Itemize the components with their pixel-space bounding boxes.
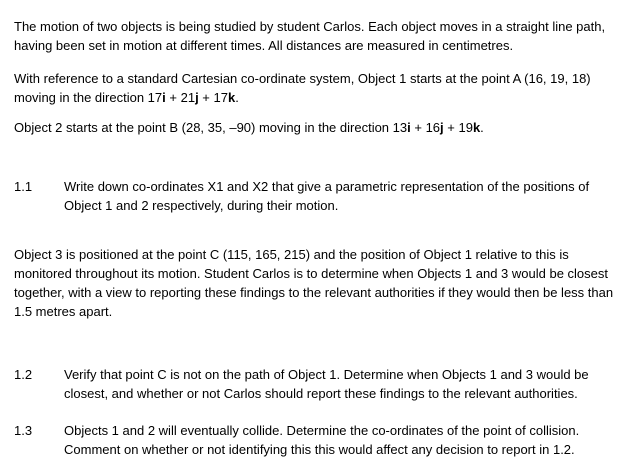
intro-paragraph-2 (14, 69, 622, 107)
intro-paragraph-1: The motion of two objects is being studied by student Carlos. Each object moves in a straight line path, having been set in motion at different times. All distances are measured in centimetres. (14, 19, 606, 53)
p3-unit-k: k (472, 120, 481, 135)
question-1-3-number: 1.3 (14, 423, 33, 438)
object-3-paragraph: Object 3 is positioned at the point C (115, 165, 215) and the position of Object 1 relative to this is monitored throughout its motion. Student Carlos is to determine when Objects 1 and 3 would be closest together, with a view to reporting these findings to the relevant authorities if they would then be less than 1.5 metres apart. (14, 247, 614, 319)
intro-paragraph-3 (14, 118, 622, 137)
question-1-1-text: Write down co-ordinates X1 and X2 that give a parametric representation of the positions of Object 1 and 2 respectively, during their motion. (64, 179, 590, 213)
p3-unit-j: j (440, 120, 444, 135)
p2-unit-k: k (227, 90, 236, 105)
p3-text-c: + 19 (443, 120, 473, 135)
p2-text-a: With reference to a standard Cartesian co-ordinate system, Object 1 starts at the point A (16, 19, 18) moving in the direction 17 (14, 71, 591, 105)
p3-text-d: . (480, 120, 484, 135)
p3-text-b: + 16 (410, 120, 441, 135)
p2-unit-j: j (195, 90, 199, 105)
question-1-1-number: 1.1 (14, 179, 33, 194)
question-1-3-text: Objects 1 and 2 will eventually collide. Determine the co-ordinates of the point of collision. Comment on whether or not identifying this this would affect any decision to report in 1.2. (64, 423, 580, 457)
question-1-2-text: Verify that point C is not on the path of Object 1. Determine when Objects 1 and 3 would be closest, and whether or not Carlos should report these findings to the relevant authorities. (64, 367, 589, 401)
p2-text-d: . (235, 90, 239, 105)
question-1-2-number: 1.2 (14, 367, 33, 382)
p2-unit-i: i (162, 90, 166, 105)
p3-unit-i: i (407, 120, 411, 135)
p2-text-b: + 21 (165, 90, 196, 105)
p2-text-c: + 17 (198, 90, 228, 105)
p3-text-a: Object 2 starts at the point B (28, 35, –90) moving in the direction 13 (14, 120, 408, 135)
